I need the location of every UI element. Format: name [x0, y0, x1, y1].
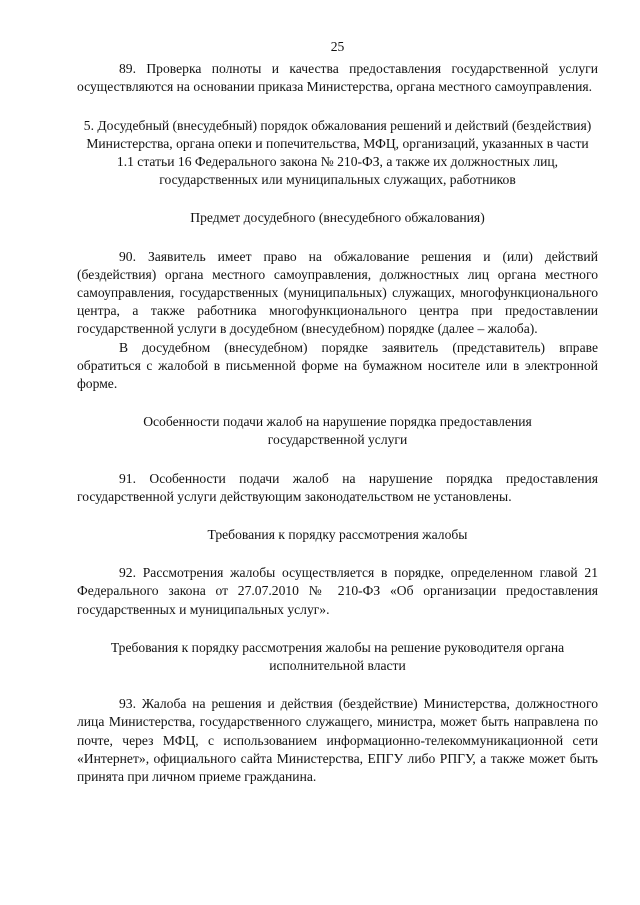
- paragraph-93: 93. Жалоба на решения и действия (бездействие) Министерства, должностного лица Министерства, государственного служащего, министра, может быть направлена по почте, через МФЦ, с использованием информационно-телекоммуникационной сети «Интернет», официального сайта Министерства, ЕПГУ либо РПГУ, а также может быть принята при личном приеме гражданина.: [77, 696, 598, 785]
- subject-heading: Предмет досудебного (внесудебного обжалования): [190, 210, 485, 226]
- page-number: 25: [330, 39, 345, 54]
- paragraph-91: 91. Особенности подачи жалоб на нарушение порядка предоставления государственной услуги действующим законодательством не установлены.: [77, 470, 598, 504]
- paragraph-89: 89. Проверка полноты и качества предоставления государственной услуги осуществляются на основании приказа Министерства, органа местного самоуправления.: [77, 61, 598, 95]
- paragraph-92: 92. Рассмотрения жалобы осуществляется в порядке, определенном главой 21 Федерального закона от 27.07.2010 № 210-ФЗ «Об организации предоставления государственных и муниципальных услуг».: [77, 565, 598, 617]
- requirements-head-heading: Требования к порядку рассмотрения жалобы на решение руководителя органа исполнительной власти: [110, 639, 565, 674]
- features-heading: Особенности подачи жалоб на нарушение порядка предоставления государственной услуги: [143, 414, 532, 448]
- requirements-heading: Требования к порядку рассмотрения жалобы: [207, 527, 468, 543]
- paragraph-90: 90. Заявитель имеет право на обжалование решения и (или) действий (бездействия) органа местного самоуправления, должностных лиц органа местного самоуправления, государственных (муниципальных) служащих, многофункционального центра, а также работника многофункционального центра при предоставлении государственной услуги в досудебном (внесудебном) порядке (далее – жалоба).: [77, 248, 598, 337]
- paragraph-90-continued: В досудебном (внесудебном) порядке заявитель (представитель) вправе обратиться с жалобой в письменной форме на бумажном носителе или в электронной форме.: [77, 339, 598, 392]
- section-5-heading: 5. Досудебный (внесудебный) порядок обжалования решений и действий (бездействия) Министерства, органа опеки и попечительства, МФЦ, организаций, указанных в части 1.1 статьи 16 Федерального закона № 210-ФЗ, а также их должностных лиц, государственных или муниципальных служащих, работников: [83, 117, 592, 188]
